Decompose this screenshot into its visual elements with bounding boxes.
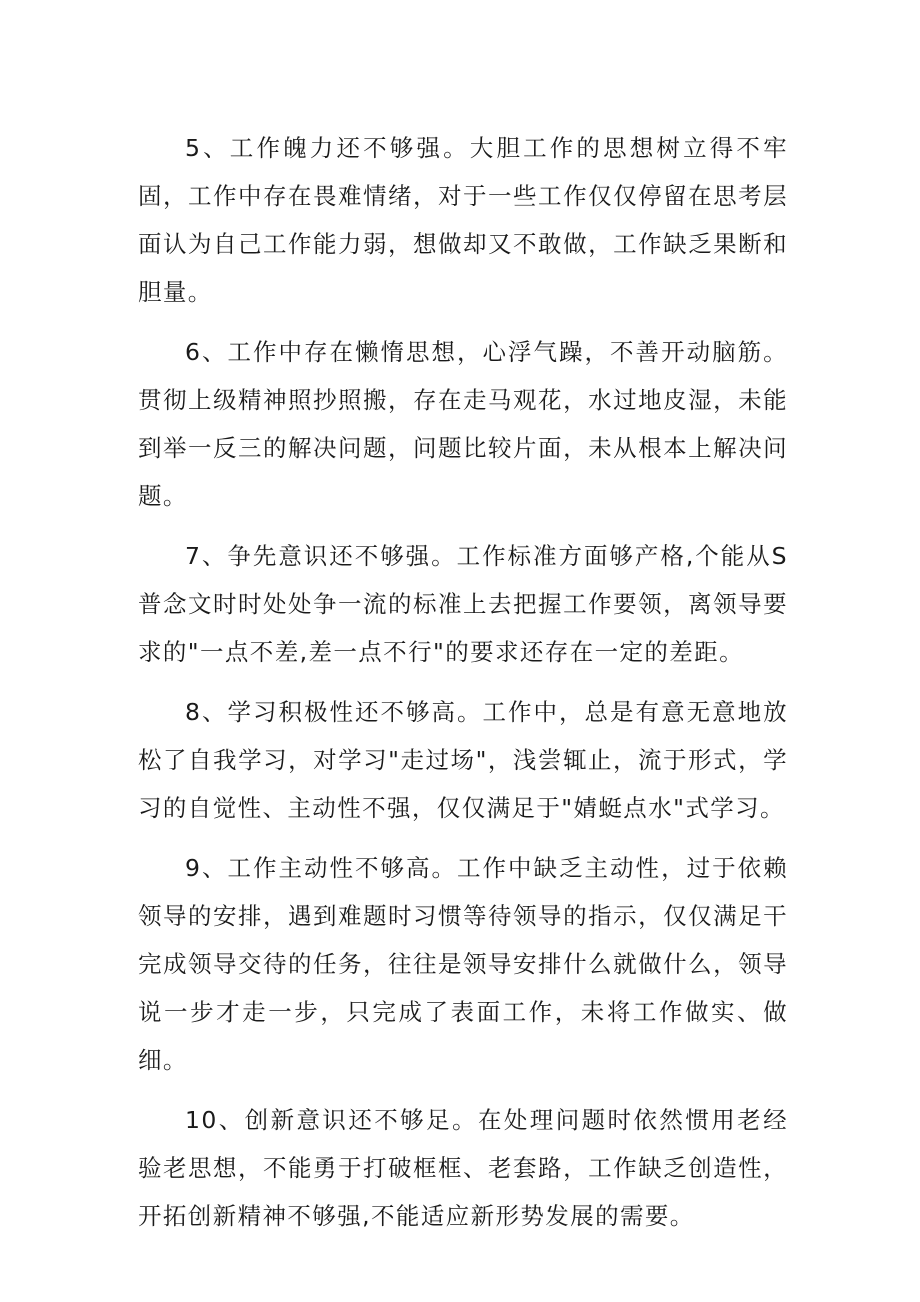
paragraph-item-6: 6、工作中存在懒惰思想，心浮气躁，不善开动脑筋。贯彻上级精神照抄照搬，存在走马观花，水过地皮湿，未能到举一反三的解决问题，问题比较片面，未从根本上解决问题。	[138, 338, 788, 510]
paragraph-item-7: 7、争先意识还不够强。工作标准方面够产格,个能从S普念文时时处处争一流的标准上去把握工作要领，离领导要求的"一点不差,差一点不行"的要求还存在一定的差距。	[138, 542, 788, 666]
document-body	[138, 124, 788, 1252]
paragraph-item-9: 9、工作主动性不够高。工作中缺乏主动性，过于依赖领导的安排，遇到难题时习惯等待领导的指示，仅仅满足干完成领导交待的任务，往往是领导安排什么就做什么，领导说一步才走一步，只完成了表面工作，未将工作做实、做细。	[138, 854, 788, 1074]
paragraph-item-5: 5、工作魄力还不够强。大胆工作的思想树立得不牢固，工作中存在畏难情绪，对于一些工作仅仅停留在思考层面认为自己工作能力弱，想做却又不敢做，工作缺乏果断和胆量。	[138, 134, 788, 306]
paragraph-item-8: 8、学习积极性还不够高。工作中，总是有意无意地放松了自我学习，对学习"走过场"，浅尝辄止，流于形式，学习的自觉性、主动性不强，仅仅满足于"婧蜓点水"式学习。	[138, 698, 788, 822]
paragraph-item-10: 10、创新意识还不够足。在处理问题时依然惯用老经验老思想，不能勇于打破框框、老套路，工作缺乏创造性，开拓创新精神不够强,不能适应新形势发展的需要。	[138, 1106, 788, 1230]
